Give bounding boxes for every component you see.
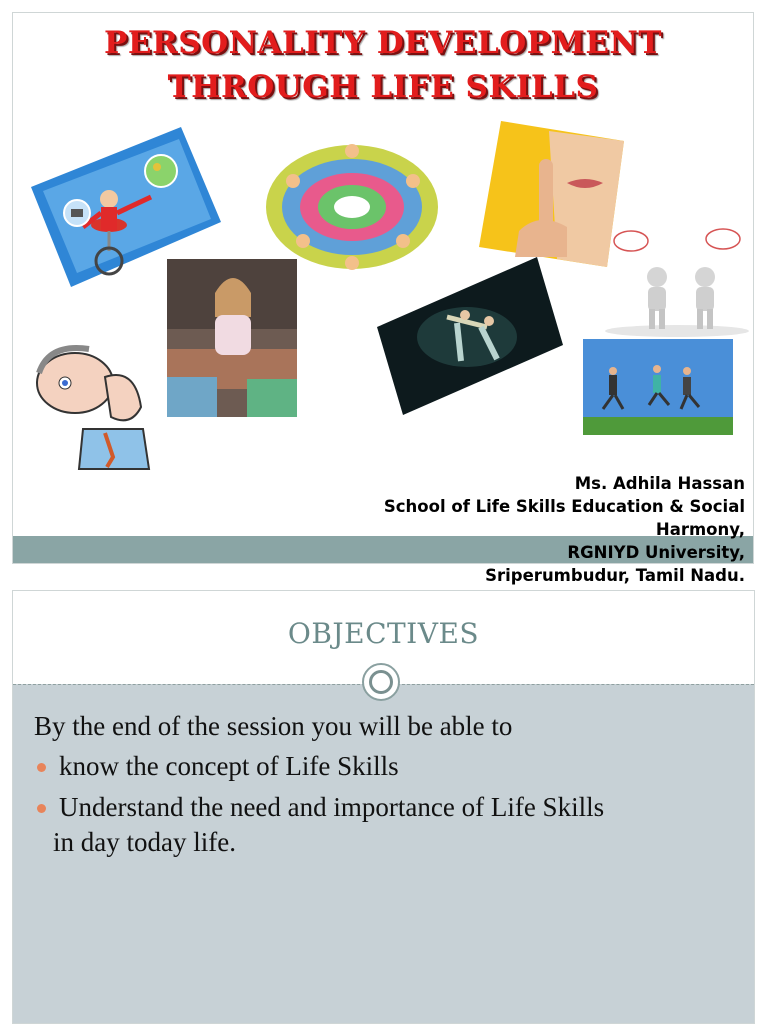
author-dept-line-2: Harmony, <box>655 520 745 539</box>
title-line-2: THROUGH LIFE SKILLS <box>167 69 599 105</box>
objectives-intro: By the end of the session you will be able to <box>34 711 513 741</box>
author-name: Ms. Adhila Hassan <box>574 474 745 493</box>
woman-interview-image <box>167 259 297 417</box>
bullet-text: know the concept of Life Skills <box>59 751 399 781</box>
bullet-text-continuation: in day today life. <box>53 827 236 857</box>
list-item <box>13 790 754 860</box>
dancers-image <box>377 257 563 415</box>
bullet-dot-icon <box>37 804 46 813</box>
author-block <box>305 472 745 587</box>
title-line-1: PERSONALITY DEVELOPMENT <box>104 25 662 61</box>
slide-title <box>13 21 753 109</box>
two-figures-speech-image <box>601 221 753 339</box>
crowd-circle-image <box>263 141 441 273</box>
objectives-slide <box>12 590 755 1024</box>
people-jumping-image <box>583 339 733 435</box>
objectives-list <box>13 749 754 866</box>
objectives-title: OBJECTIVES <box>287 617 480 650</box>
author-dept-line-1: School of Life Skills Education & Social <box>383 497 745 516</box>
author-university: RGNIYD University, <box>567 543 745 562</box>
list-item <box>13 749 754 784</box>
title-slide <box>12 12 754 585</box>
divider-ring-ornament <box>362 663 400 701</box>
confused-old-man-image <box>25 337 155 472</box>
author-location: Sriperumbudur, Tamil Nadu. <box>485 566 745 585</box>
bullet-dot-icon <box>37 763 46 772</box>
bullet-text: Understand the need and importance of Life Skills <box>59 792 605 822</box>
